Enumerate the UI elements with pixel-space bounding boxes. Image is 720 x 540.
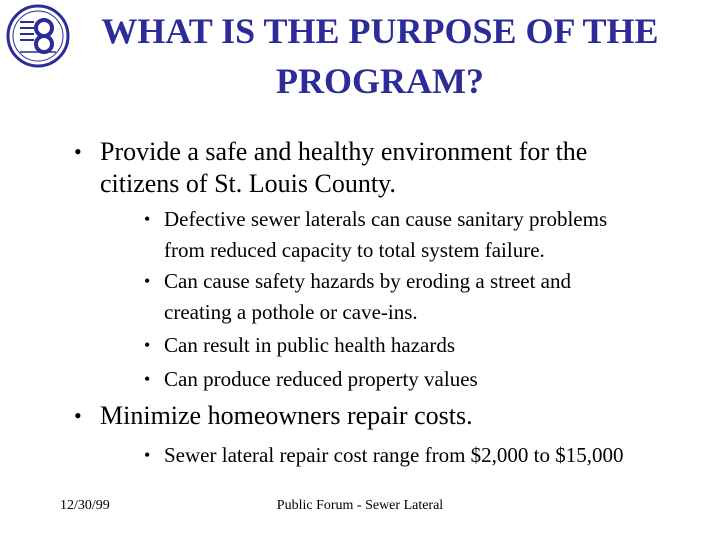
footer-date: 12/30/99 xyxy=(60,498,110,513)
sub-bullet-line1: Sewer lateral repair cost range from $2,000 to $15,000 xyxy=(164,443,624,467)
bullet-text-line1: Minimize homeowners repair costs. xyxy=(100,401,473,430)
sub-bullet-line1: Can produce reduced property values xyxy=(164,367,478,391)
sub-bullet-defective-laterals xyxy=(144,204,608,266)
slide-title-line2: PROGRAM? xyxy=(276,61,484,101)
bullet-dot: • xyxy=(74,139,82,164)
sub-bullet-public-health xyxy=(144,330,455,361)
sub-bullet-dot: • xyxy=(144,369,151,389)
sub-bullet-repair-cost xyxy=(144,440,624,471)
sub-bullet-dot: • xyxy=(144,271,151,291)
slide-title-line1: WHAT IS THE PURPOSE OF THE xyxy=(101,11,659,51)
sub-bullet-dot: • xyxy=(144,445,151,465)
sub-bullet-line1: Can cause safety hazards by eroding a street and xyxy=(164,269,571,293)
sub-bullet-line2: from reduced capacity to total system failure. xyxy=(164,238,545,262)
sub-bullet-dot: • xyxy=(144,335,151,355)
sub-bullet-line2: creating a pothole or cave-ins. xyxy=(164,300,418,324)
footer-title: Public Forum - Sewer Lateral xyxy=(276,498,444,513)
bullet-safe-environment xyxy=(74,136,588,200)
bullet-text-line1: Provide a safe and healthy environment for the xyxy=(100,137,588,166)
sub-bullet-line1: Can result in public health hazards xyxy=(164,333,455,357)
sub-bullet-property-values xyxy=(144,364,478,395)
sub-bullet-dot: • xyxy=(144,209,151,229)
slide-title xyxy=(80,6,680,106)
msd-logo xyxy=(6,4,70,68)
bullet-text-line2: citizens of St. Louis County. xyxy=(100,169,396,198)
bullet-dot: • xyxy=(74,403,82,428)
sub-bullet-safety-hazards xyxy=(144,266,571,328)
bullet-minimize-costs xyxy=(74,400,473,432)
sub-bullet-line1: Defective sewer laterals can cause sanitary problems xyxy=(164,207,608,231)
